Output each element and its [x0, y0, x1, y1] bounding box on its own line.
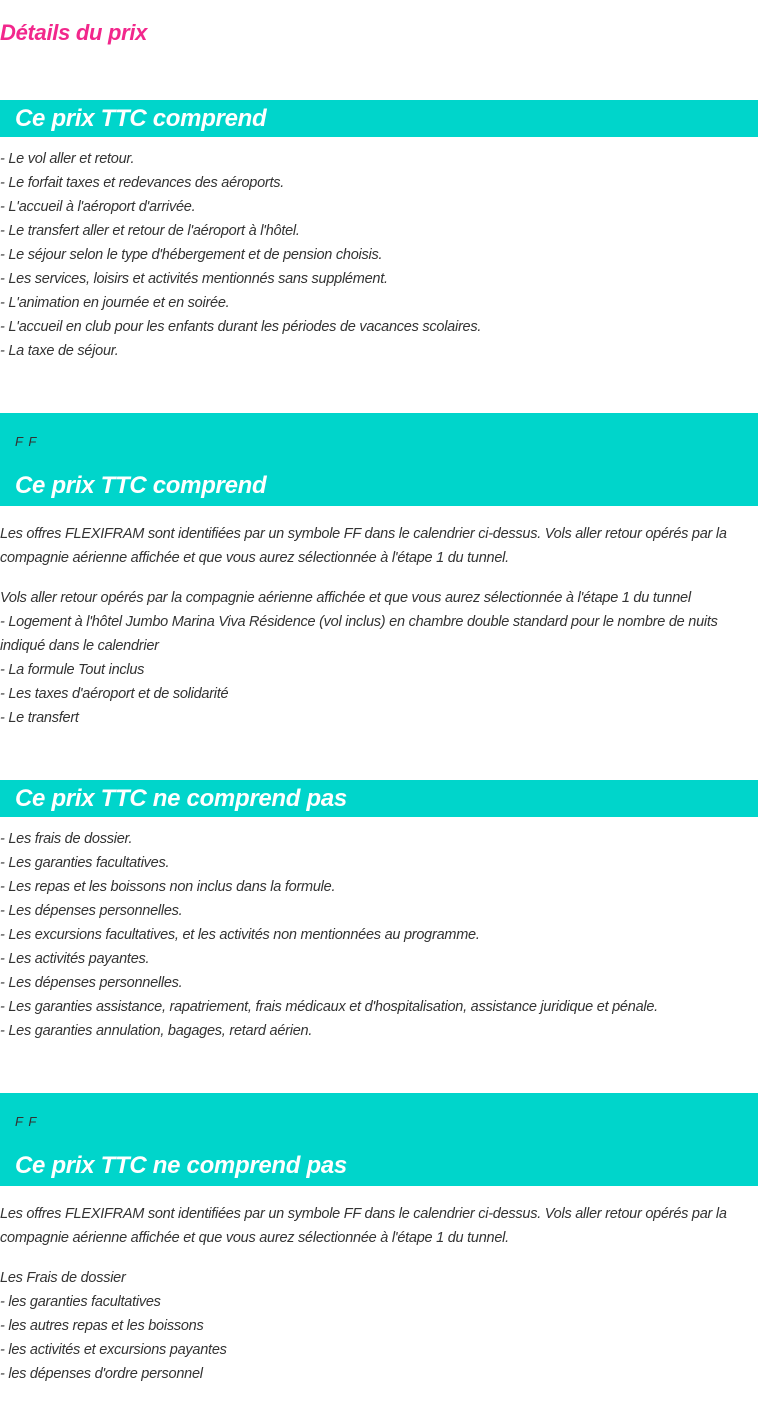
- list-item: - Le vol aller et retour.: [0, 151, 135, 167]
- section-title: Ce prix TTC ne comprend pas: [15, 1152, 347, 1179]
- list-item: - Les frais de dossier.: [0, 831, 133, 847]
- section-title: Ce prix TTC comprend: [15, 472, 267, 499]
- list-item: - Les repas et les boissons non inclus dans la formule.: [0, 879, 336, 895]
- list-item: - L'animation en journée et en soirée.: [0, 295, 230, 311]
- section-title: Ce prix TTC ne comprend pas: [15, 785, 347, 812]
- list-item: Les Frais de dossier: [0, 1270, 126, 1286]
- section-banner-flexifram-excludes: [0, 1093, 758, 1186]
- includes-list: [0, 147, 740, 363]
- list-item: - La formule Tout inclus: [0, 662, 145, 678]
- list-item: - les activités et excursions payantes: [0, 1342, 227, 1358]
- flexifram-excludes-content: [0, 1202, 740, 1386]
- list-item: - Les services, loisirs et activités mentionnés sans supplément.: [0, 271, 388, 287]
- list-item: - Les dépenses personnelles.: [0, 975, 183, 991]
- section-banner-includes: [0, 100, 758, 137]
- list-item: - Le transfert aller et retour de l'aéroport à l'hôtel.: [0, 223, 300, 239]
- list-item: - La taxe de séjour.: [0, 343, 119, 359]
- list-item: - Le transfert: [0, 710, 79, 726]
- list-item: - Les garanties annulation, bagages, retard aérien.: [0, 1023, 313, 1039]
- flexifram-intro: Les offres FLEXIFRAM sont identifiées par un symbole FF dans le calendrier ci-dessus. Vols aller retour opérés par la compagnie aérienne affichée et que vous aurez sélectionnée à l'étape 1 du tunnel.: [0, 526, 727, 566]
- list-item: - L'accueil en club pour les enfants durant les périodes de vacances scolaires.: [0, 319, 482, 335]
- page-title: Détails du prix: [0, 20, 148, 45]
- list-item: - les autres repas et les boissons: [0, 1318, 204, 1334]
- list-item: - L'accueil à l'aéroport d'arrivée.: [0, 199, 196, 215]
- ff-badge: F F: [15, 434, 38, 449]
- flexifram-intro: Les offres FLEXIFRAM sont identifiées par un symbole FF dans le calendrier ci-dessus. Vols aller retour opérés par la compagnie aérienne affichée et que vous aurez sélectionnée à l'étape 1 du tunnel.: [0, 1206, 727, 1246]
- list-item: - Les excursions facultatives, et les activités non mentionnées au programme.: [0, 927, 480, 943]
- section-banner-excludes: [0, 780, 758, 817]
- list-item: - les garanties facultatives: [0, 1294, 161, 1310]
- list-item: - les dépenses d'ordre personnel: [0, 1366, 203, 1382]
- excludes-list: [0, 827, 740, 1043]
- list-item: - Le séjour selon le type d'hébergement et de pension choisis.: [0, 247, 383, 263]
- list-item: - Les activités payantes.: [0, 951, 150, 967]
- list-item: - Les dépenses personnelles.: [0, 903, 183, 919]
- list-item: - Les taxes d'aéroport et de solidarité: [0, 686, 229, 702]
- flexifram-includes-content: [0, 522, 740, 730]
- list-item: Vols aller retour opérés par la compagnie aérienne affichée et que vous aurez sélectionnée à l'étape 1 du tunnel: [0, 590, 691, 606]
- list-item: - Logement à l'hôtel Jumbo Marina Viva Résidence (vol inclus) en chambre double standard pour le nombre de nuits indiqué dans le calendrier: [0, 614, 718, 654]
- ff-badge: F F: [15, 1114, 38, 1129]
- list-item: - Le forfait taxes et redevances des aéroports.: [0, 175, 285, 191]
- section-banner-flexifram-includes: [0, 413, 758, 506]
- list-item: - Les garanties facultatives.: [0, 855, 170, 871]
- list-item: - Les garanties assistance, rapatriement, frais médicaux et d'hospitalisation, assistance juridique et pénale.: [0, 999, 658, 1015]
- section-title: Ce prix TTC comprend: [15, 105, 267, 132]
